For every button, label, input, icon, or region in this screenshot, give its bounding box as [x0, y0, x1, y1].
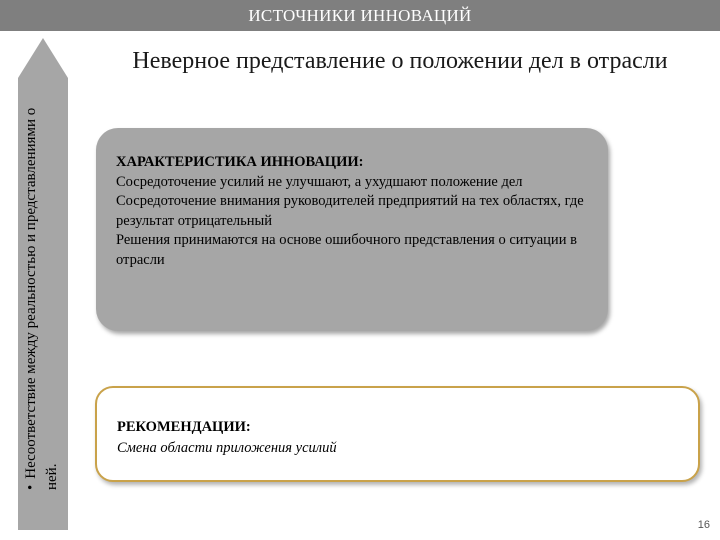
recommendations-body: Смена области приложения усилий	[117, 440, 337, 456]
characteristics-heading: ХАРАКТЕРИСТИКА ИННОВАЦИИ:	[116, 154, 364, 170]
page-number: 16	[697, 519, 710, 531]
slide-header	[0, 0, 720, 31]
arrow-caption	[21, 90, 65, 490]
characteristics-line: Сосредоточение внимания руководителей предприятий на тех областях, где результат отрицательный	[116, 193, 584, 229]
recommendations-box	[95, 386, 700, 482]
bullet-icon: •	[23, 484, 39, 490]
slide-title: Неверное представление о положении дел в отрасли	[132, 48, 668, 74]
header-title: ИСТОЧНИКИ ИННОВАЦИЙ	[248, 5, 472, 25]
characteristics-box	[96, 128, 608, 331]
characteristics-line: Решения принимаются на основе ошибочного представления о ситуации в отрасли	[116, 232, 577, 268]
characteristics-line: Сосредоточение усилий не улучшают, а ухудшают положение дел	[116, 173, 523, 190]
recommendations-content	[117, 417, 677, 459]
characteristics-content	[116, 153, 596, 270]
arrow-caption-text: Несоответствие между реальностью и представлениями о ней.	[23, 107, 60, 490]
recommendations-heading: РЕКОМЕНДАЦИИ:	[117, 419, 251, 435]
